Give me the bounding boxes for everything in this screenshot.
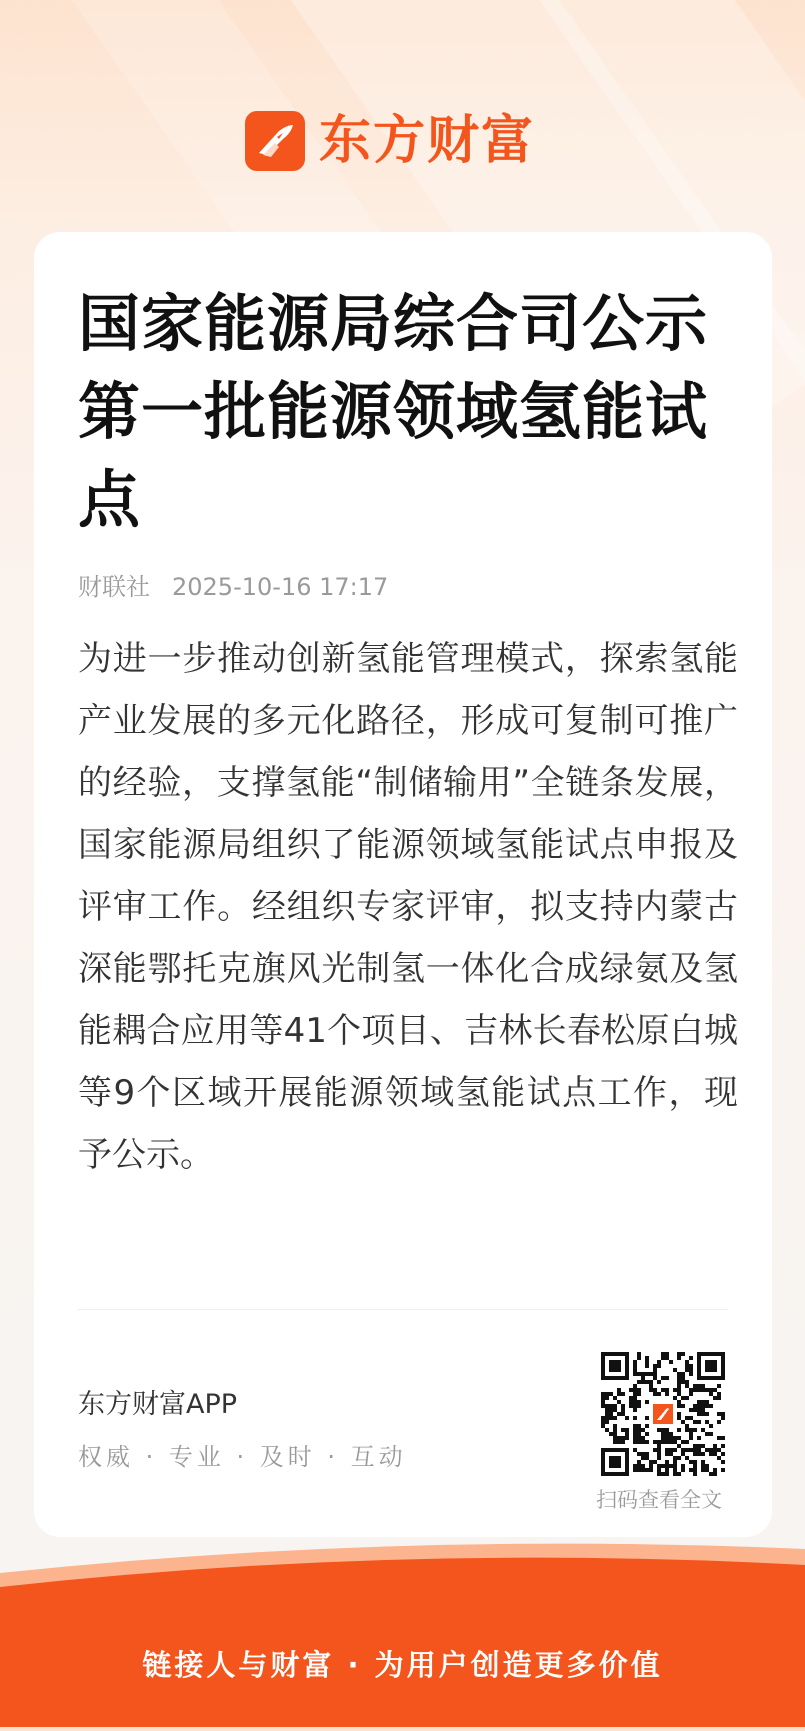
footer-banner xyxy=(0,1535,805,1727)
eastmoney-logo-icon xyxy=(245,111,305,171)
divider xyxy=(78,1309,728,1310)
qr-caption: 扫码查看全文 xyxy=(596,1488,722,1512)
footer-tagline: 链接人与财富 · 为用户创造更多价值 xyxy=(142,1648,663,1682)
article-source: 财联社 xyxy=(78,573,150,601)
article-body: 为进一步推动创新氢能管理模式，探索氢能产业发展的多元化路径，形成可复制可推广的经验，支撑氢能“制储输用”全链条发展，国家能源局组织了能源领域氢能试点申报及评审工作。经组织专家评审，拟支持内蒙古深能鄂托克旗风光制氢一体化合成绿氨及氢能耦合应用等41个项目、吉林长春松原白城等9个区域开展能源领域氢能试点工作，现予公示。 xyxy=(78,639,738,1175)
article-title: 国家能源局综合司公示第一批能源领域氢能试点 xyxy=(78,287,709,536)
app-name: 东方财富APP xyxy=(78,1389,238,1420)
footer-wave xyxy=(0,1535,805,1727)
article-meta xyxy=(78,570,388,604)
eastmoney-logo xyxy=(245,110,535,172)
article-datetime: 2025-10-16 17:17 xyxy=(172,573,389,601)
article-card xyxy=(34,232,772,1537)
qr-code-icon[interactable] xyxy=(601,1352,725,1476)
app-slogan: 权威 · 专业 · 及时 · 互动 xyxy=(78,1443,407,1471)
brand-name: 东方财富 xyxy=(319,111,536,171)
